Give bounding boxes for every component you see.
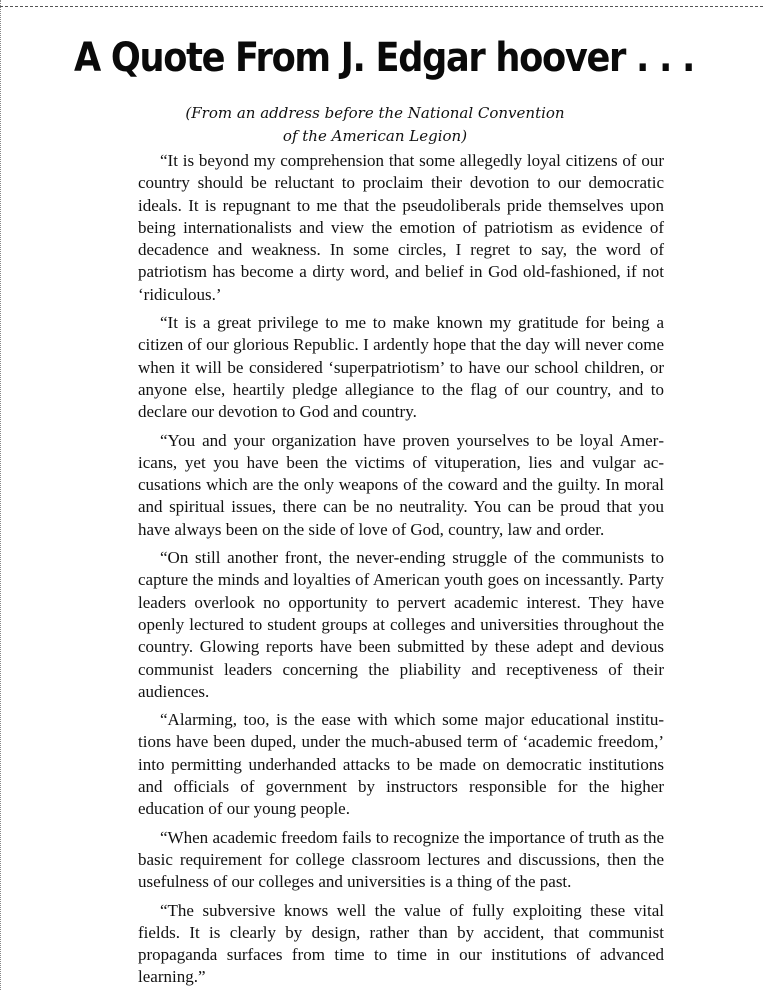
paragraph-3: “You and your organization have proven yourselves to be loyal Americans, yet you have been the victims of vituperation, lies and vulgar accusations which are the only weapons of the coward and the guilty. In moral and spiritual issues, there can be no neutrality. You can be proud that you have always been on the side of love of God, country, law and order. <box>138 430 664 539</box>
left-page-edge <box>0 0 4 990</box>
paragraph-7: “The subversive knows well the value of fully exploiting these vital fields. It is clearly by design, rather than by accident, that communist propaganda surfaces from time to time in our institutions of advanced learning.” <box>138 900 664 987</box>
source-line-2: of the American Legion) <box>282 127 468 145</box>
paragraph-1: “It is beyond my comprehension that some allegedly loyal citizens of our country should be reluctant to proclaim their devotion to our democratic ideals. It is repugnant to me that the pseudoliberals pride themselves upon being internationalists and view the emotion of patriotism as evidence of decadence and weakness. In some circles, I regret to say, the word of patriotism has become a dirty word, and belief in God old-fashioned, if not ‘ridiculous.’ <box>138 151 664 304</box>
source-attribution <box>140 102 610 148</box>
source-line-1: (From an address before the National Convention <box>185 104 565 122</box>
top-border-rule <box>0 6 763 7</box>
headline: A Quote From J. Edgar hoover . . . <box>74 35 695 81</box>
paragraph-6: “When academic freedom fails to recognize the importance of truth as the basic requirement for college classroom lectures and discussions, then the usefulness of our colleges and universities is a thing of the past. <box>138 827 664 892</box>
paragraph-5: “Alarming, too, is the ease with which some major educational institutions have been duped, under the much-abused term of ‘academic freedom,’ into permitting underhanded attacks to be made on democratic institutions and officials of government by instructors responsible for the higher education of our young people. <box>138 710 664 819</box>
paragraph-4: “On still another front, the never-ending struggle of the communists to capture the minds and loyalties of American youth goes on incessantly. Party leaders overlook no opportunity to pervert academic interest. They have openly lectured to student groups at colleges and universities throughout the country. Glowing reports have been submitted by these adept and devious communist leaders concerning the pliability and receptiveness of their audiences. <box>138 548 664 701</box>
quote-body <box>138 150 664 995</box>
paragraph-2: “It is a great privilege to me to make known my gratitude for being a citizen of our glorious Republic. I ardently hope that the day will never come when it will be considered ‘superpatriotism’ to have our school children, or anyone else, heartily pledge allegiance to the flag of our country, and to declare our devotion to God and country. <box>138 313 664 422</box>
